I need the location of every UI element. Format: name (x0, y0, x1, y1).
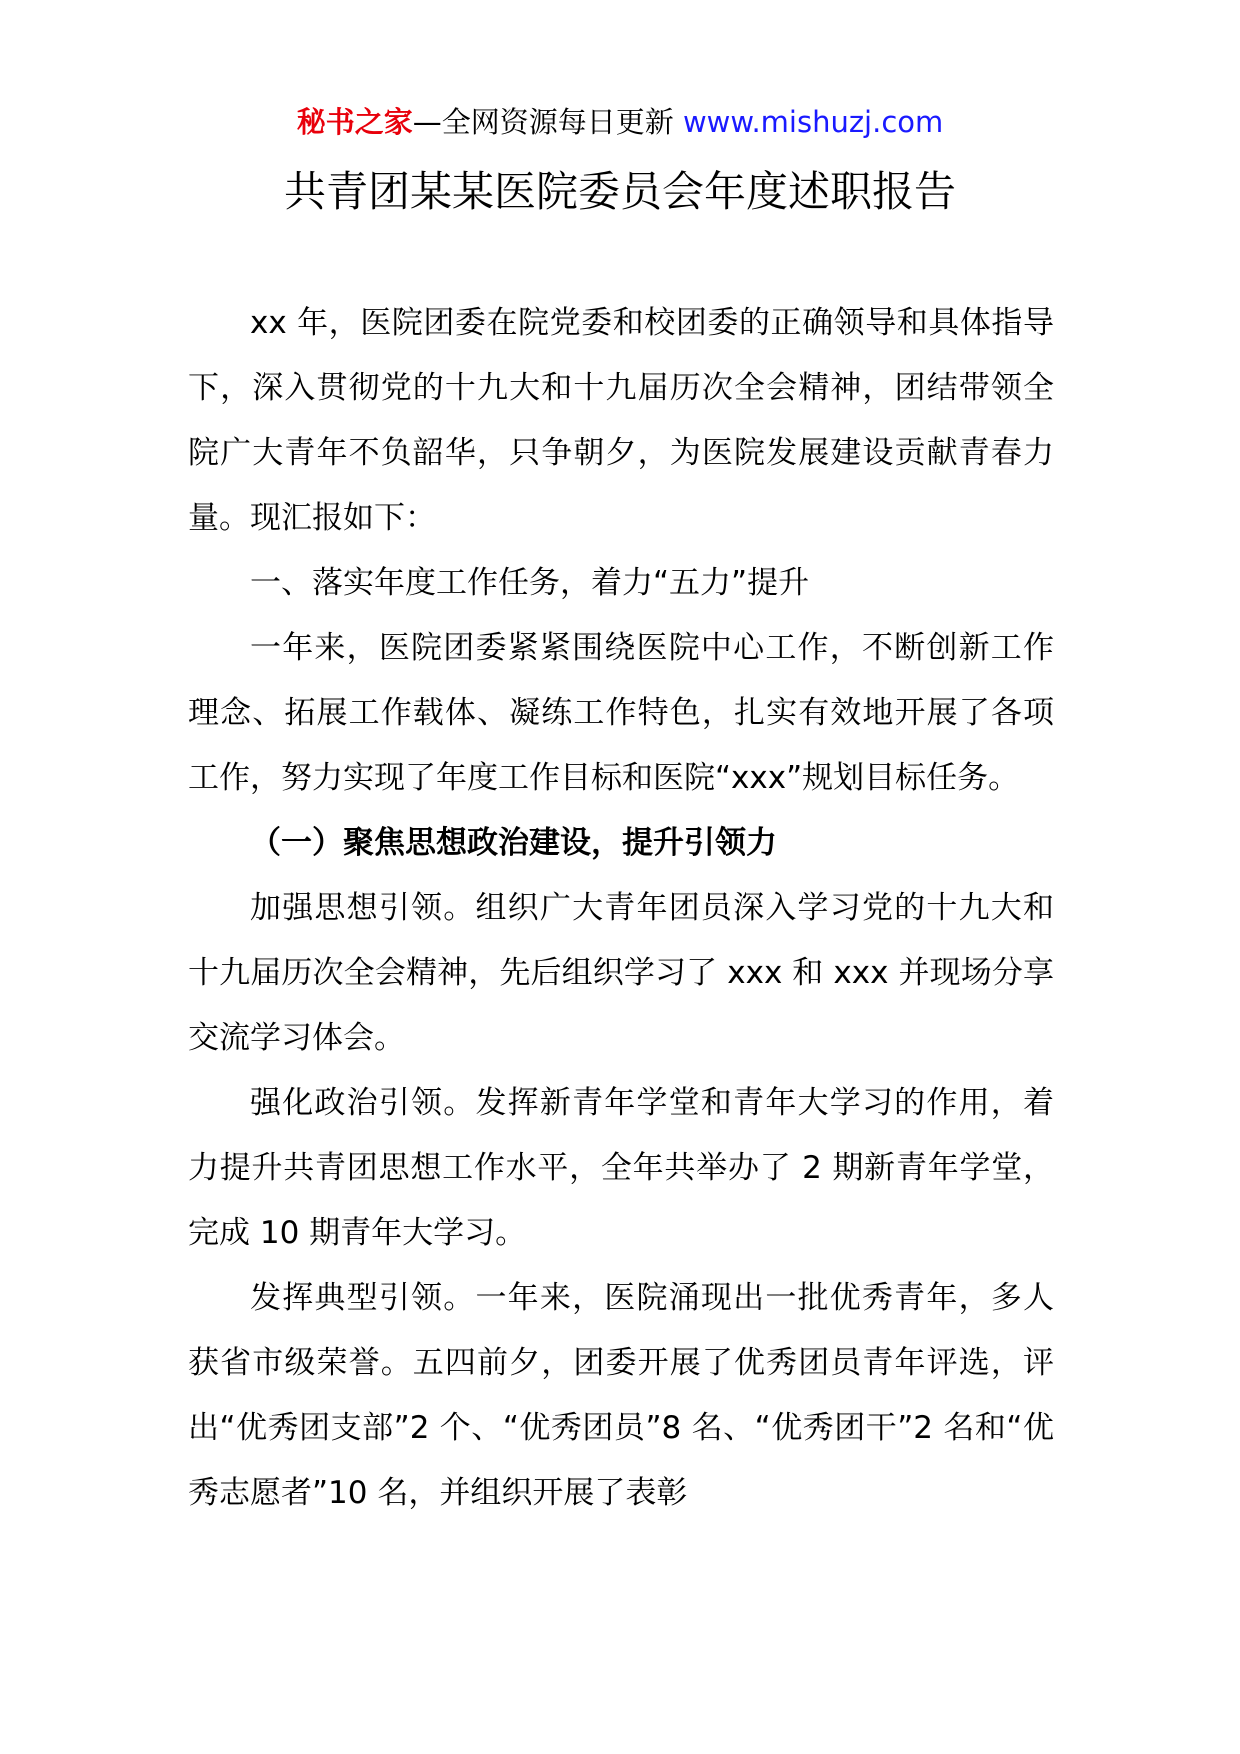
document-body (188, 291, 1054, 1526)
site-url-link[interactable]: www.mishuzj.com (682, 105, 944, 139)
subsection-heading: （一）聚焦思想政治建设，提升引领力 (250, 825, 777, 861)
header-tagline: —全网资源每日更新 (412, 105, 683, 139)
section-heading: 一、落实年度工作任务，着力“五力”提升 (250, 565, 810, 601)
document-title: 共青团某某医院委员会年度述职报告 (283, 167, 956, 216)
body-paragraph: 强化政治引领。发挥新青年学堂和青年大学习的作用，着力提升共青团思想工作水平，全年共举办了 2 期新青年学堂，完成 10 期青年大学习。 (188, 1085, 1054, 1251)
body-paragraph: 一年来，医院团委紧紧围绕医院中心工作，不断创新工作理念、拓展工作载体、凝练工作特色，扎实有效地开展了各项工作，努力实现了年度工作目标和医院“xxx”规划目标任务。 (188, 630, 1054, 796)
site-header (0, 100, 1240, 144)
intro-paragraph: xx 年，医院团委在院党委和校团委的正确领导和具体指导下，深入贯彻党的十九大和十九届历次全会精神，团结带领全院广大青年不负韶华，只争朝夕，为医院发展建设贡献青春力量。现汇报如下： (188, 305, 1054, 536)
brand-name: 秘书之家 (296, 105, 413, 139)
body-paragraph: 发挥典型引领。一年来，医院涌现出一批优秀青年，多人获省市级荣誉。五四前夕，团委开展了优秀团员青年评选，评出“优秀团支部”2 个、“优秀团员”8 名、“优秀团干”2 名和“优秀志愿者”10 名，并组织开展了表彰 (188, 1280, 1054, 1511)
body-paragraph: 加强思想引领。组织广大青年团员深入学习党的十九大和十九届历次全会精神，先后组织学习了 xxx 和 xxx 并现场分享交流学习体会。 (188, 890, 1054, 1056)
